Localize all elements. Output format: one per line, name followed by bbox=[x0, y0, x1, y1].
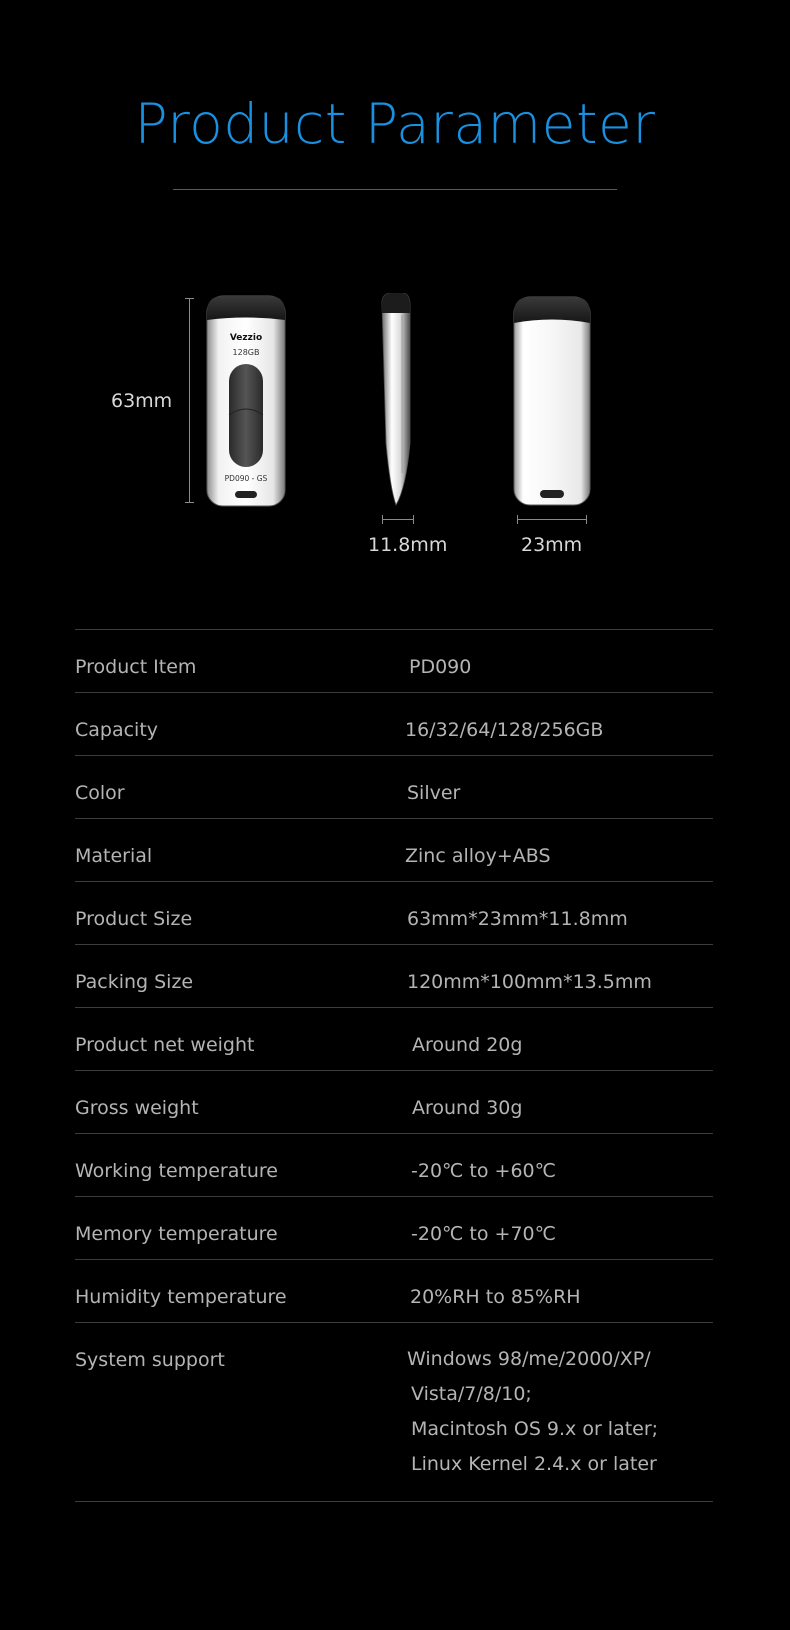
spec-value: PD090 bbox=[409, 656, 472, 678]
width-dimension-label: 23mm bbox=[521, 534, 583, 556]
spec-label: Color bbox=[75, 782, 125, 804]
front-view-image bbox=[206, 295, 286, 507]
spec-table bbox=[75, 629, 713, 1502]
spec-label: Gross weight bbox=[75, 1097, 199, 1119]
system-support-line: Windows 98/me/2000/XP/ bbox=[407, 1348, 651, 1370]
spec-label: Memory temperature bbox=[75, 1223, 278, 1245]
spec-label: Capacity bbox=[75, 719, 159, 741]
spec-label: Product Size bbox=[75, 908, 193, 930]
spec-row-system-support bbox=[75, 1322, 713, 1502]
system-support-line: Macintosh OS 9.x or later; bbox=[411, 1418, 659, 1440]
width-dimension-tick-right bbox=[586, 515, 587, 524]
spec-row-humidity-temperature bbox=[75, 1259, 713, 1322]
thickness-dimension-line bbox=[382, 519, 414, 520]
spec-value: Around 30g bbox=[412, 1097, 523, 1119]
spec-value: Around 20g bbox=[412, 1034, 523, 1056]
height-dimension-line bbox=[189, 298, 190, 503]
spec-value: 120mm*100mm*13.5mm bbox=[407, 971, 652, 993]
spec-row-packing-size bbox=[75, 944, 713, 1007]
spec-value: 16/32/64/128/256GB bbox=[405, 719, 604, 741]
back-view-image bbox=[513, 296, 591, 506]
system-support-line: Linux Kernel 2.4.x or later bbox=[411, 1453, 657, 1475]
height-dimension-label: 63mm bbox=[111, 390, 173, 412]
spec-label: Product net weight bbox=[75, 1034, 255, 1056]
system-support-line: Vista/7/8/10; bbox=[411, 1383, 532, 1405]
spec-label: Packing Size bbox=[75, 971, 194, 993]
capacity-label: 128GB bbox=[232, 348, 260, 357]
spec-label: Material bbox=[75, 845, 153, 867]
spec-label: Working temperature bbox=[75, 1160, 278, 1182]
spec-value: Silver bbox=[407, 782, 461, 804]
side-view-image bbox=[378, 293, 414, 507]
width-dimension-line bbox=[517, 519, 587, 520]
thickness-dimension-tick-right bbox=[413, 515, 414, 524]
width-dimension-tick-left bbox=[517, 515, 518, 524]
spec-value: 20%RH to 85%RH bbox=[410, 1286, 581, 1308]
page-title: Product Parameter bbox=[134, 92, 656, 156]
title-divider bbox=[173, 189, 617, 190]
spec-row-color bbox=[75, 755, 713, 818]
spec-row-product-size bbox=[75, 881, 713, 944]
spec-value: Zinc alloy+ABS bbox=[405, 845, 551, 867]
spec-row-working-temperature bbox=[75, 1133, 713, 1196]
spec-row-memory-temperature bbox=[75, 1196, 713, 1259]
spec-value: -20℃ to +70℃ bbox=[411, 1223, 556, 1245]
spec-row-product-item bbox=[75, 629, 713, 692]
spec-label: Humidity temperature bbox=[75, 1286, 287, 1308]
model-label: PD090 - GS bbox=[224, 474, 268, 483]
spec-row-capacity bbox=[75, 692, 713, 755]
thickness-dimension-tick-left bbox=[382, 515, 383, 524]
spec-value: -20℃ to +60℃ bbox=[411, 1160, 556, 1182]
spec-row-net-weight bbox=[75, 1007, 713, 1070]
spec-row-material bbox=[75, 818, 713, 881]
spec-label: Product Item bbox=[75, 656, 197, 678]
spec-row-gross-weight bbox=[75, 1070, 713, 1133]
height-dimension-tick-bottom bbox=[185, 502, 194, 503]
thickness-dimension-label: 11.8mm bbox=[368, 534, 448, 556]
height-dimension-tick-top bbox=[185, 298, 194, 299]
spec-label: System support bbox=[75, 1349, 225, 1371]
spec-value-system-support bbox=[407, 1342, 658, 1482]
spec-value: 63mm*23mm*11.8mm bbox=[407, 908, 628, 930]
brand-label: Vezzio bbox=[229, 333, 263, 343]
